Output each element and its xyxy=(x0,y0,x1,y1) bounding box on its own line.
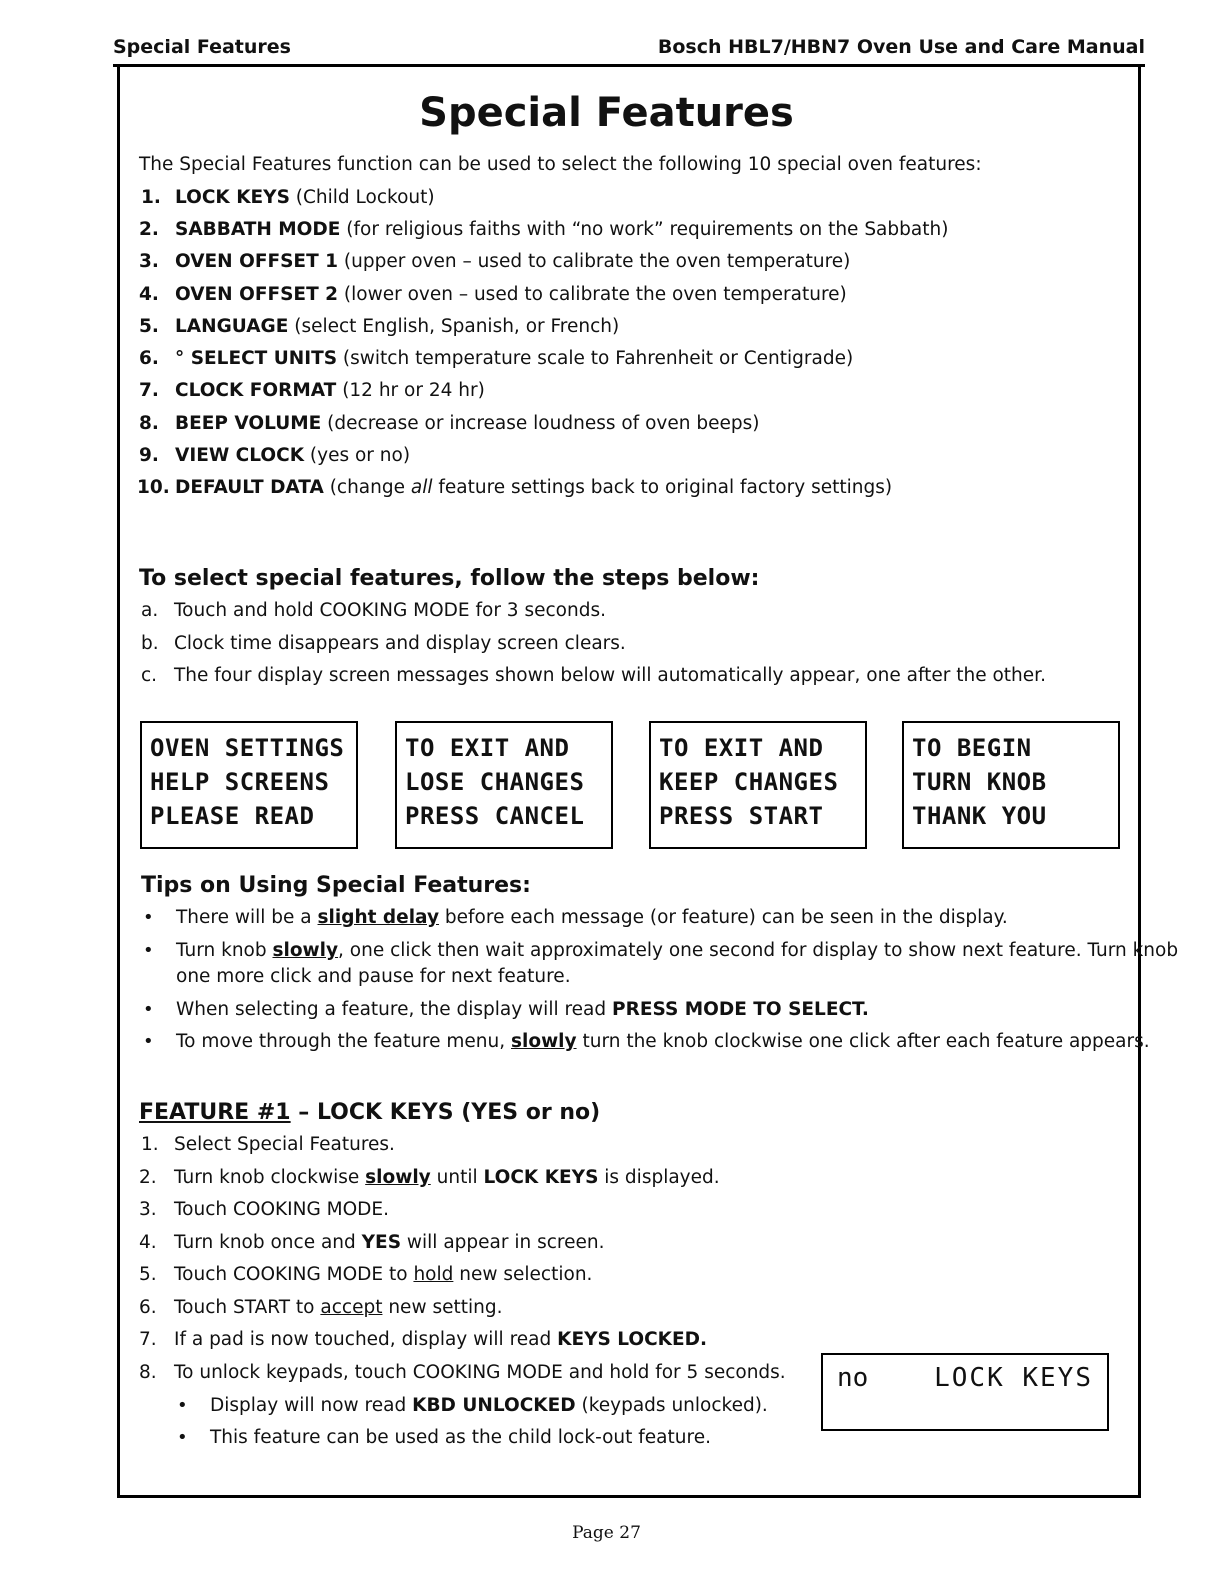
display-screen-1: OVEN SETTINGS HELP SCREENS PLEASE READ xyxy=(140,721,358,849)
step-number: 6. xyxy=(139,1297,157,1318)
running-header-right: Bosch HBL7/HBN7 Oven Use and Care Manual xyxy=(657,36,1145,58)
page-number: Page 27 xyxy=(572,1523,641,1543)
feature-number: 2. xyxy=(139,219,159,240)
step-number: 4. xyxy=(139,1232,157,1253)
feature-number: 10. xyxy=(137,477,170,498)
tip-item-continued: one more click and pause for next feature. xyxy=(176,966,571,987)
list-item: ° SELECT UNITS (switch temperature scale to Fahrenheit or Centigrade) xyxy=(175,348,854,369)
step-text: If a pad is now touched, display will read KEYS LOCKED. xyxy=(174,1329,708,1350)
bullet-icon: • xyxy=(143,907,154,928)
sub-step-text: This feature can be used as the child lock-out feature. xyxy=(210,1427,711,1448)
running-header-left: Special Features xyxy=(113,36,291,58)
display-value: no xyxy=(837,1363,869,1393)
step-text: Touch START to accept new setting. xyxy=(174,1297,503,1318)
step-label: b. xyxy=(141,633,159,654)
tip-item: Turn knob slowly, one click then wait approximately one second for display to show next feature. Turn knob xyxy=(176,940,1179,961)
step-text: Touch and hold COOKING MODE for 3 seconds. xyxy=(174,600,606,621)
lock-keys-display xyxy=(821,1353,1109,1431)
step-text: To unlock keypads, touch COOKING MODE and hold for 5 seconds. xyxy=(174,1362,786,1383)
step-number: 5. xyxy=(139,1264,157,1285)
tip-item: There will be a slight delay before each message (or feature) can be seen in the display. xyxy=(176,907,1008,928)
step-label: a. xyxy=(141,600,159,621)
tip-item: When selecting a feature, the display will read PRESS MODE TO SELECT. xyxy=(176,999,869,1020)
list-item: LOCK KEYS (Child Lockout) xyxy=(175,187,435,208)
list-item: OVEN OFFSET 1 (upper oven – used to calibrate the oven temperature) xyxy=(175,251,851,272)
feature-number: 3. xyxy=(139,251,159,272)
bullet-icon: • xyxy=(177,1395,188,1416)
intro-text: The Special Features function can be used to select the following 10 special oven features: xyxy=(139,154,982,175)
list-item: CLOCK FORMAT (12 hr or 24 hr) xyxy=(175,380,485,401)
feature-number: 8. xyxy=(139,413,159,434)
display-screen-2: TO EXIT AND LOSE CHANGES PRESS CANCEL xyxy=(395,721,613,849)
step-text: Select Special Features. xyxy=(174,1134,395,1155)
step-label: c. xyxy=(141,665,158,686)
feature-number: 6. xyxy=(139,348,159,369)
step-text: Turn knob once and YES will appear in screen. xyxy=(174,1232,605,1253)
display-label: LOCK KEYS xyxy=(934,1363,1093,1393)
bullet-icon: • xyxy=(143,1031,154,1052)
list-item: VIEW CLOCK (yes or no) xyxy=(175,445,411,466)
list-item: OVEN OFFSET 2 (lower oven – used to calibrate the oven temperature) xyxy=(175,284,847,305)
tips-heading: Tips on Using Special Features: xyxy=(141,873,531,898)
feature1-heading: FEATURE #1 – LOCK KEYS (YES or no) xyxy=(139,1100,601,1125)
select-heading: To select special features, follow the steps below: xyxy=(139,566,760,591)
bullet-icon: • xyxy=(177,1427,188,1448)
step-text: Touch COOKING MODE to hold new selection. xyxy=(174,1264,593,1285)
page-title: Special Features xyxy=(419,90,794,136)
step-number: 8. xyxy=(139,1362,157,1383)
feature-number: 4. xyxy=(139,284,159,305)
step-number: 3. xyxy=(139,1199,157,1220)
display-screen-3: TO EXIT AND KEEP CHANGES PRESS START xyxy=(649,721,867,849)
step-text: Touch COOKING MODE. xyxy=(174,1199,389,1220)
step-number: 1. xyxy=(141,1134,159,1155)
feature-number: 7. xyxy=(139,380,159,401)
step-text: The four display screen messages shown below will automatically appear, one after the other. xyxy=(174,665,1046,686)
step-number: 7. xyxy=(139,1329,157,1350)
feature-number: 9. xyxy=(139,445,159,466)
list-item: LANGUAGE (select English, Spanish, or French) xyxy=(175,316,620,337)
step-text: Clock time disappears and display screen clears. xyxy=(174,633,626,654)
bullet-icon: • xyxy=(143,940,154,961)
display-screen-4: TO BEGIN TURN KNOB THANK YOU xyxy=(902,721,1120,849)
step-number: 2. xyxy=(139,1167,157,1188)
list-item: DEFAULT DATA (change all feature settings back to original factory settings) xyxy=(175,477,893,498)
list-item: SABBATH MODE (for religious faiths with “no work” requirements on the Sabbath) xyxy=(175,219,949,240)
step-text: Turn knob clockwise slowly until LOCK KEYS is displayed. xyxy=(174,1167,720,1188)
list-item: BEEP VOLUME (decrease or increase loudness of oven beeps) xyxy=(175,413,760,434)
bullet-icon: • xyxy=(143,999,154,1020)
sub-step-text: Display will now read KBD UNLOCKED (keypads unlocked). xyxy=(210,1395,768,1416)
feature-number: 5. xyxy=(139,316,159,337)
tip-item: To move through the feature menu, slowly turn the knob clockwise one click after each feature appears. xyxy=(176,1031,1150,1052)
feature-number: 1. xyxy=(141,187,161,208)
